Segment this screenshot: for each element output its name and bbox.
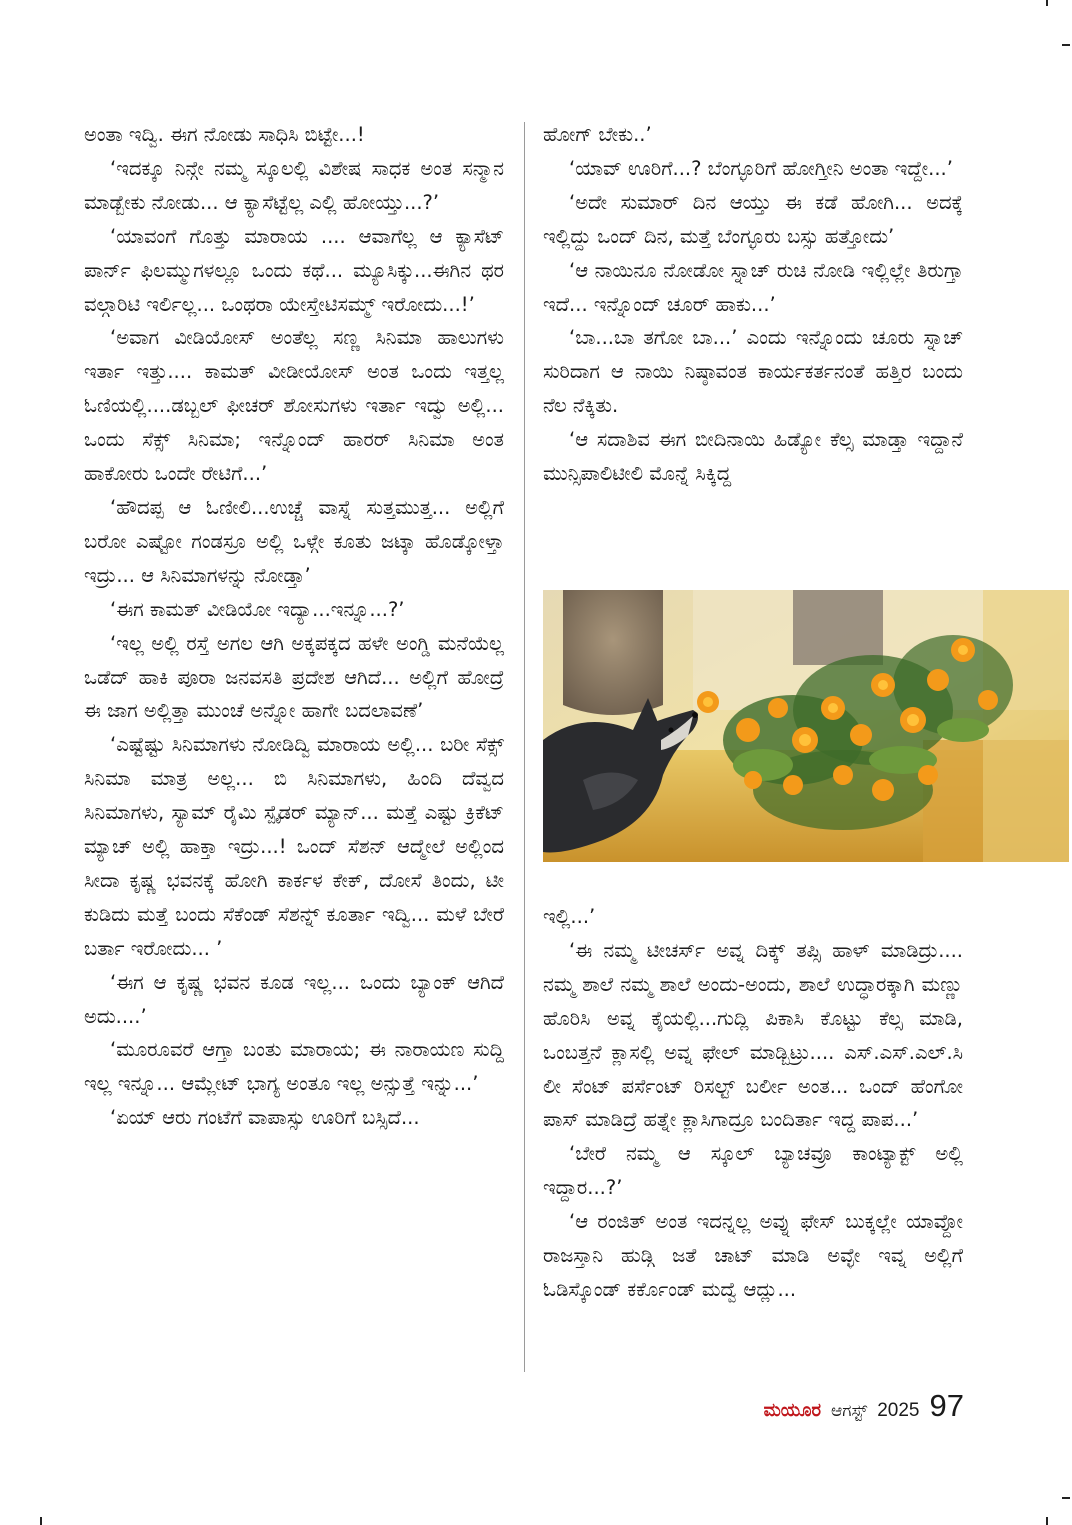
column-divider <box>524 122 525 1372</box>
paragraph: ಅಂತಾ ಇದ್ವಿ. ಈಗ ನೋಡು ಸಾಧಿಸಿ ಬಿಟ್ಟೇ...! <box>84 123 365 146</box>
article-column-left <box>84 118 504 1135</box>
paragraph: ‘ಇಲ್ಲ ಅಲ್ಲಿ ರಸ್ತೆ ಅಗಲ ಆಗಿ ಅಕ್ಕಪಕ್ಕದ ಹಳೇ ಅಂಗ್ಡಿ ಮನೆಯೆಲ್ಲ ಒಡೆದ್ ಹಾಕಿ ಪೂರಾ ಜನವಸತಿ ಪ್ರದೇಶ ಆಗಿದೆ... ಅಲ್ಲಿಗೆ ಹೋದ್ರೆ ಈ ಜಾಗ ಅಲ್ಲಿತ್ತಾ ಮುಂಚೆ ಅನ್ನೋ ಹಾಗೇ ಬದಲಾವಣೆ’ <box>84 631 504 723</box>
crop-mark-right-upper <box>1062 44 1070 46</box>
crop-mark-top-right <box>1046 0 1048 6</box>
paragraph: ‘ಈಗ ಕಾಮತ್ ವೀಡಿಯೋ ಇದ್ಯಾ...ಇನ್ನೂ...?’ <box>110 597 405 621</box>
paragraph: ‘ಯಾವ್ ಊರಿಗೆ...? ಬೆಂಗ್ಳೂರಿಗೆ ಹೋಗ್ತೀನಿ ಅಂತಾ ಇದ್ದೇ...’ <box>569 156 953 180</box>
paragraph: ‘ಇದಕ್ಕೂ ನಿನ್ಗೇ ನಮ್ಮ ಸ್ಕೂಲಲ್ಲಿ ವಿಶೇಷ ಸಾಧಕ ಅಂತ ಸನ್ಮಾನ ಮಾಡ್ಬೇಕು ನೋಡು... ಆ ಕ್ಯಾಸೆಟ್ಟೆಲ್ಲ ಎಲ್ಲಿ ಹೋಯ್ತು...?’ <box>84 156 504 214</box>
paragraph: ‘ಹೌದಪ್ಪ ಆ ಓಣೀಲಿ...ಉಚ್ಚೆ ವಾಸ್ನೆ ಸುತ್ತಮುತ್ತ... ಅಲ್ಲಿಗೆ ಬರೋ ಎಷ್ಟೋ ಗಂಡಸ್ರೂ ಅಲ್ಲಿ ಒಳ್ಗೇ ಕೂತು ಜಟ್ಕಾ ಹೊಡ್ಕೋಳ್ತಾ ಇದ್ರು... ಆ ಸಿನಿಮಾಗಳನ್ನು ನೋಡ್ತಾ’ <box>84 495 504 587</box>
paragraph: ‘ಬೇರೆ ನಮ್ಮ ಆ ಸ್ಕೂಲ್ ಬ್ಯಾಚವ್ರೂ ಕಾಂಟ್ಯಾಕ್ಟ್ ಅಲ್ಲಿ ಇದ್ದಾರ...?’ <box>543 1142 963 1200</box>
article-column-right-top <box>543 118 963 491</box>
crop-mark-bottom-left <box>40 1517 42 1525</box>
paragraph: ‘ಬಾ...ಬಾ ತಗೋ ಬಾ...’ ಎಂದು ಇನ್ನೊಂದು ಚೂರು ಸ್ನಾಚ್ ಸುರಿದಾಗ ಆ ನಾಯಿ ನಿಷ್ಠಾವಂತ ಕಾರ್ಯಕರ್ತನಂತೆ ಹತ್ತಿರ ಬಂದು ನೆಲ ನೆಕ್ಕಿತು. <box>543 326 963 418</box>
paragraph: ‘ಆ ನಾಯಿನೂ ನೋಡೋ ಸ್ನಾಚ್ ರುಚಿ ನೋಡಿ ಇಲ್ಲಿಲ್ಲೇ ತಿರುಗ್ತಾ ಇದೆ... ಇನ್ನೊಂದ್ ಚೂರ್ ಹಾಕು...’ <box>543 258 963 316</box>
paragraph: ‘ಆ ಸದಾಶಿವ ಈಗ ಬೀದಿನಾಯಿ ಹಿಡ್ಯೋ ಕೆಲ್ಸ ಮಾಡ್ತಾ ಇದ್ದಾನೆ ಮುನ್ಸಿಪಾಲಿಟೀಲಿ ಮೊನ್ನೆ ಸಿಕ್ಕಿದ್ದ <box>543 428 963 486</box>
paragraph: ‘ಅದೇ ಸುಮಾರ್ ದಿನ ಆಯ್ತು ಈ ಕಡೆ ಹೋಗಿ... ಅದಕ್ಕೆ ಇಲ್ಲಿದ್ದು ಒಂದ್ ದಿನ, ಮತ್ತೆ ಬೆಂಗ್ಳೂರು ಬಸ್ಸು ಹತ್ತೋದು’ <box>543 190 963 248</box>
magazine-logo: ಮಯೂರ <box>763 1400 822 1421</box>
paragraph: ‘ಯಾವಂಗೆ ಗೊತ್ತು ಮಾರಾಯ .... ಆವಾಗೆಲ್ಲ ಆ ಕ್ಯಾಸೆಟ್ ಪಾರ್ನ್ ಫಿಲಮ್ಮುಗಳಲ್ಲೂ ಒಂದು ಕಥೆ... ಮ್ಯೂಸಿಕ್ಕು...ಈಗಿನ ಥರ ವಲ್ಗಾರಿಟಿ ಇರ್ಲಿಲ್ಲ... ಒಂಥರಾ ಯೇಸ್ತೇಟಿಸಮ್ಮ್ ಇರೋದು...!’ <box>84 224 504 316</box>
issue-month: ಆಗಸ್ಟ್ <box>831 1401 868 1421</box>
illustration-dog-sniffing-marigolds <box>543 590 1069 862</box>
paragraph: ‘ಎಷ್ಟೆಷ್ಟು ಸಿನಿಮಾಗಳು ನೋಡಿದ್ವಿ ಮಾರಾಯ ಅಲ್ಲಿ... ಬರೀ ಸೆಕ್ಸ್ ಸಿನಿಮಾ ಮಾತ್ರ ಅಲ್ಲ... ಬಿ ಸಿನಿಮಾಗಳು, ಹಿಂದಿ ದೆವ್ವದ ಸಿನಿಮಾಗಳು, ಸ್ಯಾಮ್ ರೈಮಿ ಸ್ಪೈಡರ್ ಮ್ಯಾನ್... ಮತ್ತೆ ಎಷ್ಟು ಕ್ರಿಕೆಟ್ ಮ್ಯಾಚ್ ಅಲ್ಲಿ ಹಾಕ್ತಾ ಇದ್ರು...! ಒಂದ್ ಸೆಶನ್ ಆದ್ಮೇಲೆ ಅಲ್ಲಿಂದ ಸೀದಾ ಕೃಷ್ಣ ಭವನಕ್ಕೆ ಹೋಗಿ ಕಾರ್ಕಳ ಕೇಕ್, ದೋಸೆ ತಿಂದು, ಟೀ ಕುಡಿದು ಮತ್ತೆ ಬಂದು ಸೆಕೆಂಡ್ ಸೆಶನ್ನ್ ಕೂರ್ತಾ ಇದ್ವಿ... ಮಳೆ ಬೇರೆ ಬರ್ತಾ ಇರೋದು... ’ <box>84 733 504 960</box>
paragraph: ‘ಅವಾಗ ವೀಡಿಯೋಸ್ ಅಂತೆಲ್ಲ ಸಣ್ಣ ಸಿನಿಮಾ ಹಾಲುಗಳು ಇರ್ತಾ ಇತ್ತು.... ಕಾಮತ್ ವೀಡೀಯೋಸ್ ಅಂತ ಒಂದು ಇತ್ತಲ್ಲ ಓಣಿಯಲ್ಲಿ....ಡಬ್ಬಲ್ ಫೀಚರ್ ಶೋಸುಗಳು ಇರ್ತಾ ಇದ್ವು ಅಲ್ಲಿ... ಒಂದು ಸೆಕ್ಸ್ ಸಿನಿಮಾ; ಇನ್ನೊಂದ್ ಹಾರರ್ ಸಿನಿಮಾ ಅಂತ ಹಾಕೋರು ಒಂದೇ ರೇಟಿಗೆ...’ <box>84 326 504 486</box>
issue-year: 2025 <box>877 1400 920 1421</box>
paragraph: ‘ಈ ನಮ್ಮ ಟೀಚರ್ಸ್ ಅವ್ನ ದಿಕ್ಕ್ ತಪ್ಸಿ ಹಾಳ್ ಮಾಡಿದ್ರು.... ನಮ್ಮ ಶಾಲೆ ನಮ್ಮ ಶಾಲೆ ಅಂದು-ಅಂದು, ಶಾಲೆ ಉದ್ಧಾರಕ್ಕಾಗಿ ಮಣ್ಣು ಹೊರಿಸಿ ಅವ್ನ ಕೈಯಲ್ಲಿ...ಗುದ್ಲಿ ಪಿಕಾಸಿ ಕೊಟ್ಟು ಕೆಲ್ಸ ಮಾಡಿ, ಒಂಬತ್ತನೆ ಕ್ಲಾಸಲ್ಲಿ ಅವ್ನ ಫೇಲ್ ಮಾಡ್ಬಿಟ್ರು.... ಎಸ್.ಎಸ್.ಎಲ್.ಸಿ ಲೀ ಸೆಂಟ್ ಪರ್ಸೆಂಟ್ ರಿಸಲ್ಟ್ ಬರ್ಲೀ ಅಂತ... ಒಂದ್ ಹೆಂಗೋ ಪಾಸ್ ಮಾಡಿದ್ರೆ ಹತ್ನೇ ಕ್ಲಾಸಿಗಾದ್ರೂ ಬಂದಿರ್ತಾ ಇದ್ದ ಪಾಪ...’ <box>543 938 963 1132</box>
paragraph: ‘ಆ ರಂಜಿತ್ ಅಂತ ಇದನ್ನಲ್ಲ ಅವ್ನು ಫೇಸ್ ಬುಕ್ಕಲ್ಲೇ ಯಾವ್ದೋ ರಾಜಸ್ತಾನಿ ಹುಡ್ಗಿ ಜತೆ ಚಾಟ್ ಮಾಡಿ ಅವ್ಳೇ ಇವ್ನ ಅಲ್ಲಿಗೆ ಓಡಿಸ್ಕೊಂಡ್ ಕರ್ಕೊಂಡ್ ಮದ್ವೆ ಆದ್ಲು... <box>543 1210 963 1301</box>
page-footer <box>764 1388 964 1428</box>
page-number: 97 <box>929 1388 964 1423</box>
paragraph: ‘ಈಗ ಆ ಕೃಷ್ಣ ಭವನ ಕೂಡ ಇಲ್ಲ... ಒಂದು ಬ್ಯಾಂಕ್ ಆಗಿದೆ ಅದು....’ <box>84 970 504 1028</box>
article-column-right-bottom <box>543 900 963 1307</box>
paragraph: ‘ಏಯ್ ಆರು ಗಂಟೆಗೆ ವಾಪಾಸ್ಸು ಊರಿಗೆ ಬಸ್ಸಿದೆ... <box>110 1106 420 1130</box>
paragraph: ‘ಮೂರೂವರೆ ಆಗ್ತಾ ಬಂತು ಮಾರಾಯ; ಈ ನಾರಾಯಣ ಸುದ್ದಿ ಇಲ್ಲ ಇನ್ನೂ... ಆಮ್ಲೇಟ್ ಭಾಗ್ಯ ಅಂತೂ ಇಲ್ಲ ಅನ್ಸುತ್ತೆ ಇನ್ನು...’ <box>84 1038 504 1096</box>
crop-mark-right-lower <box>1062 1497 1070 1499</box>
crop-mark-bottom-right <box>1046 1517 1048 1525</box>
paragraph: ಹೋಗ್ ಬೇಕು..’ <box>543 123 652 146</box>
paragraph: ಇಲ್ಲಿ...’ <box>543 905 596 928</box>
